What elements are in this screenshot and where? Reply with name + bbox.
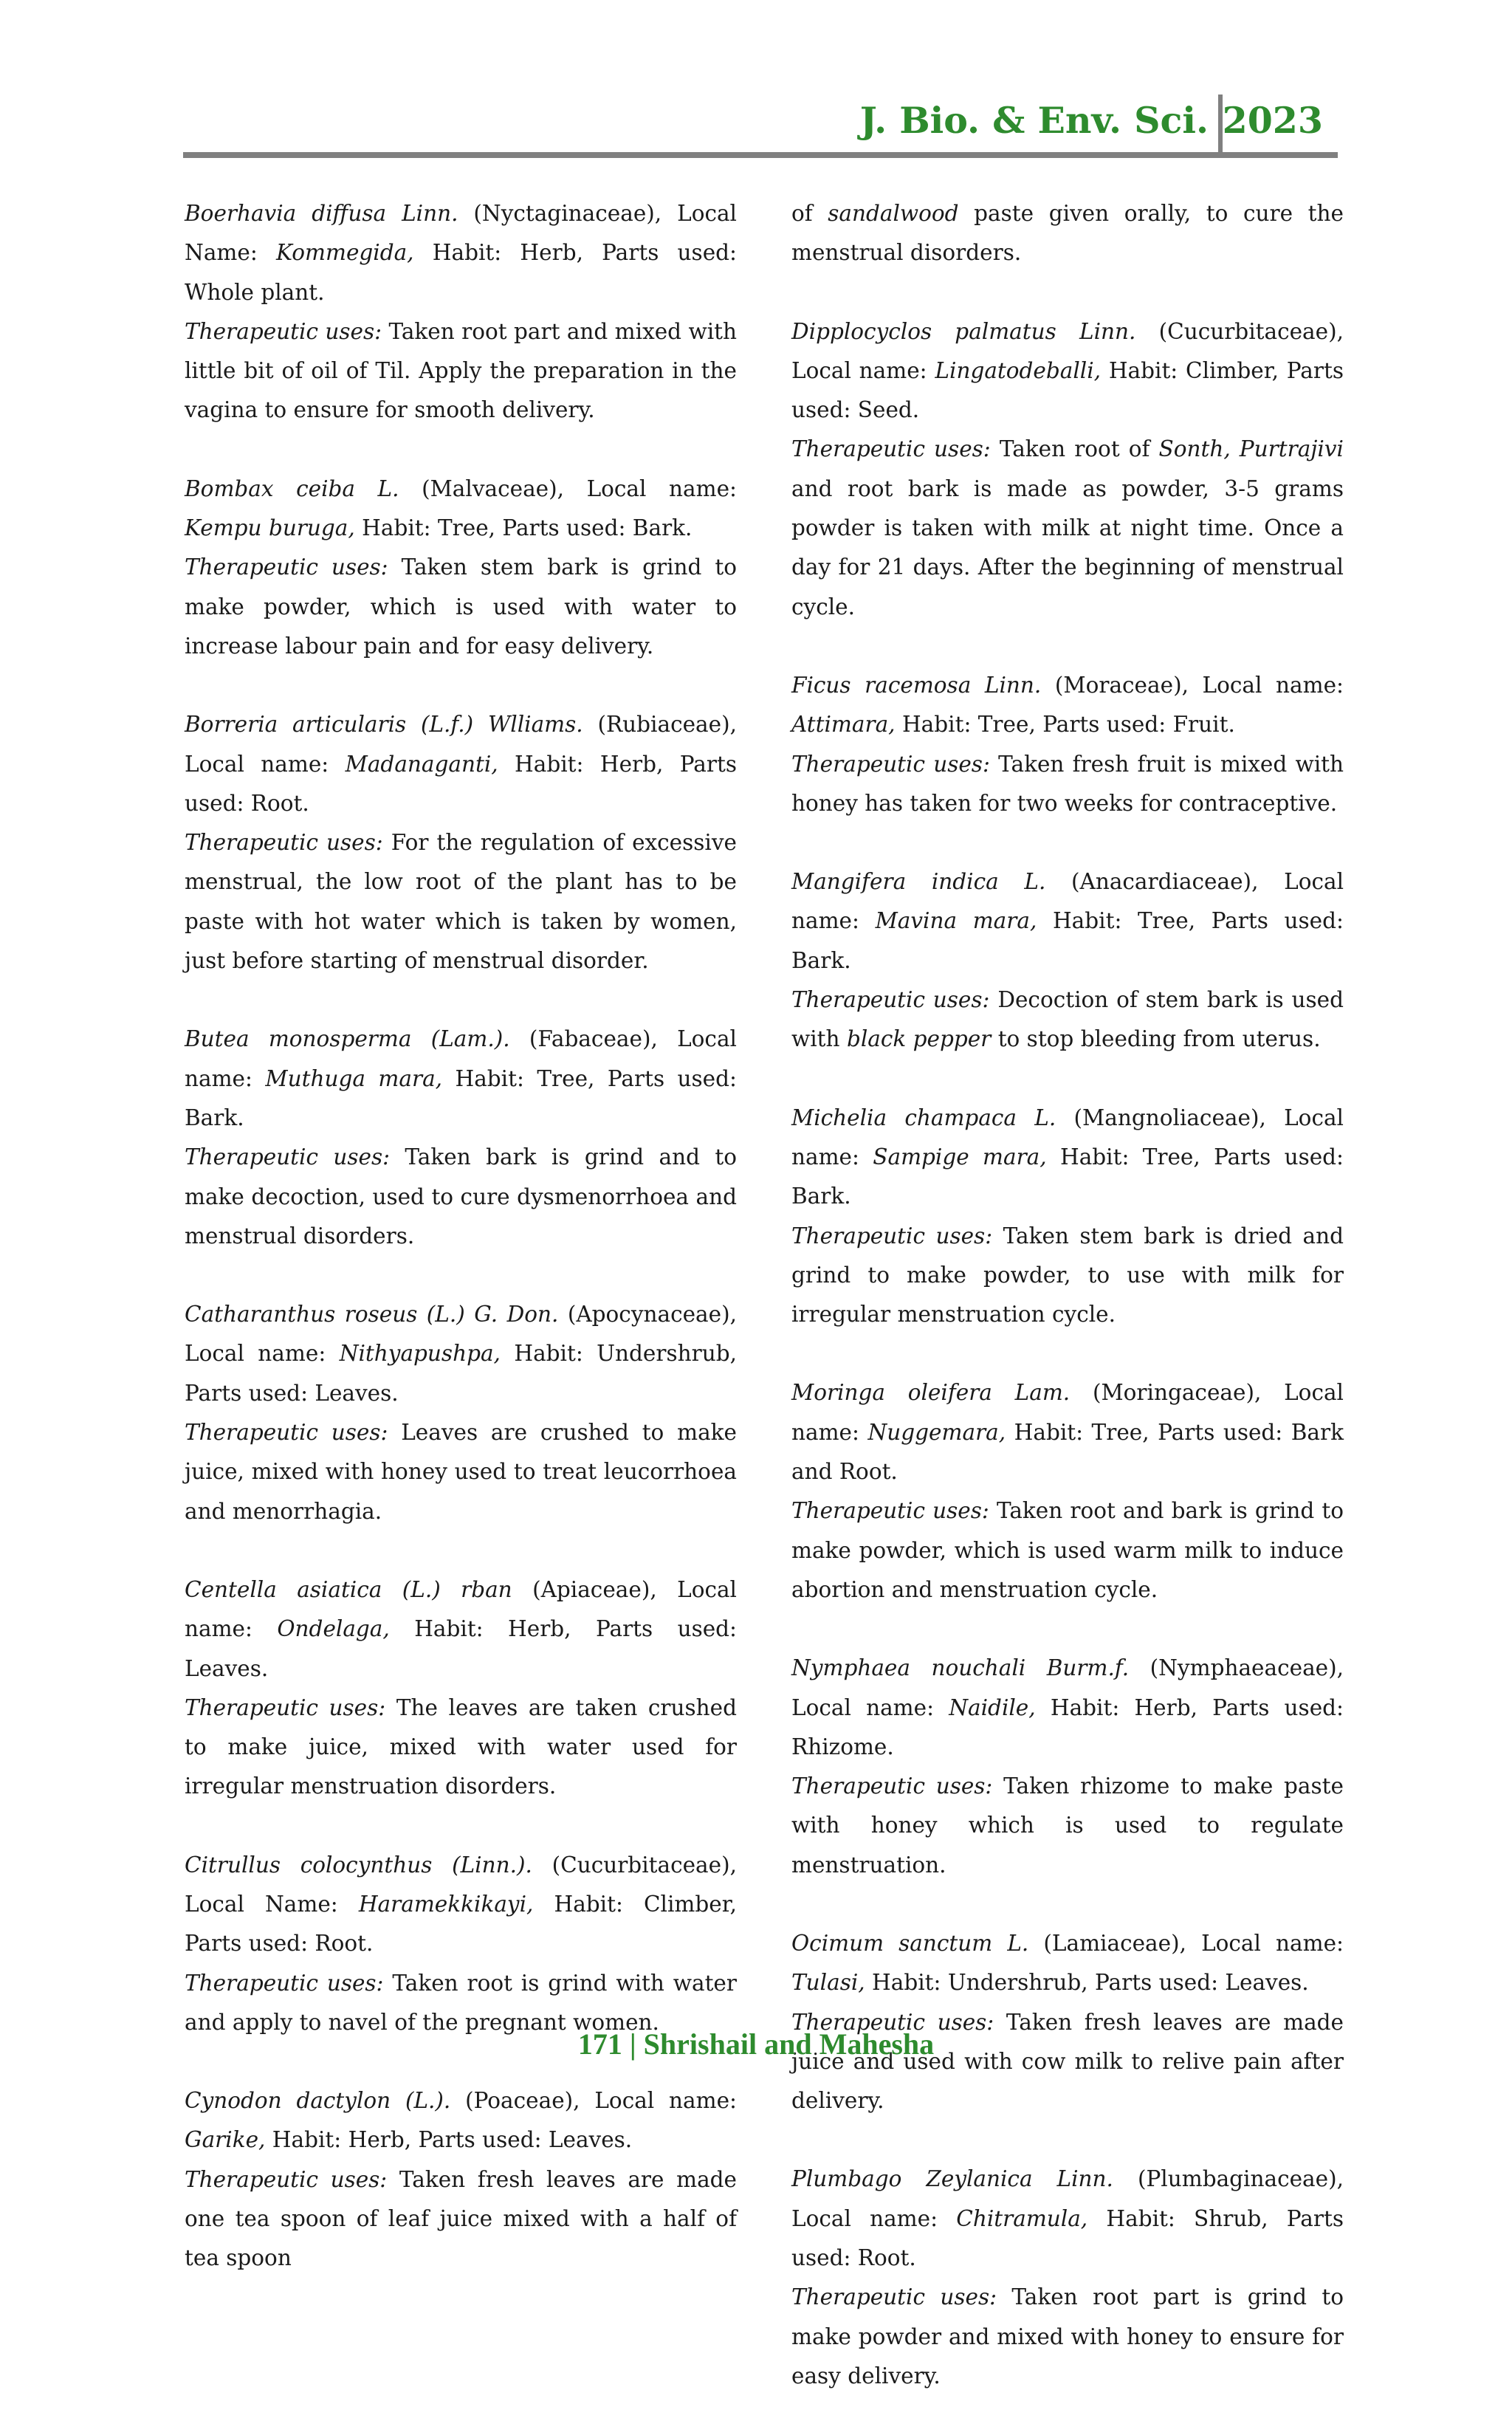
family-text: (Nymphaeaceae), Local name: <box>791 1655 1344 1720</box>
species-name: Mangifera indica L. <box>791 869 1046 895</box>
family-text: (Anacardiaceae), Local name: <box>791 869 1344 934</box>
plant-description <box>185 470 737 549</box>
therapeutic-uses <box>791 430 1344 626</box>
uses-label: Therapeutic uses: <box>791 1223 993 1249</box>
page-footer <box>0 2027 1512 2061</box>
habit-text: Habit: Herb, Parts used: Leaves. <box>185 1616 737 1681</box>
uses-text: Taken root is grind with water and apply to navel of the pregnant women. <box>185 1970 737 2035</box>
species-name: Citrullus colocynthus (Linn.). <box>185 1852 532 1878</box>
species-name: Michelia champaca L. <box>791 1105 1056 1130</box>
plant-entry <box>185 1570 737 1807</box>
plant-description <box>185 1570 737 1689</box>
uses-text: Taken root and bark is grind to make powder, which is used warm milk to induce abortion and menstruation cycle. <box>791 1498 1344 1602</box>
species-name: Dipplocyclos palmatus Linn. <box>791 318 1136 344</box>
local-name: Tulasi, <box>791 1970 865 1996</box>
therapeutic-uses <box>185 2160 737 2278</box>
plant-entry <box>185 194 737 430</box>
species-name: Butea monosperma (Lam.). <box>185 1026 510 1052</box>
plant-entry <box>791 1649 1344 1885</box>
continued-paragraph <box>791 194 1344 273</box>
therapeutic-uses <box>791 1217 1344 1335</box>
family-text: (Rubiaceae), Local name: <box>185 712 737 777</box>
continued-post: paste given orally, to cure the menstrual disorders. <box>791 201 1344 266</box>
plant-entry <box>185 1020 737 1256</box>
plant-entry <box>791 862 1344 1059</box>
species-name: Cynodon dactylon (L.). <box>185 2088 451 2114</box>
habit-text: Habit: Climber, Parts used: Seed. <box>791 357 1344 423</box>
continued-pre: of <box>791 201 813 226</box>
journal-year: 2023 <box>1222 99 1323 142</box>
species-name: Bombax ceiba L. <box>185 475 399 501</box>
plant-description <box>185 194 737 312</box>
habit-text: Habit: Tree, Parts used: Bark. <box>791 1144 1344 1209</box>
plant-entry <box>791 666 1344 823</box>
plant-description <box>791 1373 1344 1491</box>
family-text: (Lamiaceae), Local name: <box>1043 1930 1344 1956</box>
uses-label: Therapeutic uses: <box>791 436 991 462</box>
family-text: (Mangnoliaceae), Local name: <box>791 1105 1344 1170</box>
local-name: Garike, <box>185 2127 266 2153</box>
local-name: Sampige mara, <box>873 1144 1047 1170</box>
plant-entry <box>791 312 1344 627</box>
uses-text: Leaves are crushed to make juice, mixed with honey used to treat leucorrhoea and menorrhagia. <box>185 1420 737 1524</box>
local-name: Nithyapushpa, <box>339 1341 501 1367</box>
family-text: (Moringaceae), Local name: <box>791 1380 1344 1445</box>
uses-italic: black pepper <box>846 1026 992 1052</box>
continued-italic: sandalwood <box>828 201 959 226</box>
species-name: Catharanthus roseus (L.) G. Don. <box>185 1302 559 1328</box>
local-name: Nuggemara, <box>867 1419 1006 1445</box>
uses-text: Taken root of <box>999 436 1150 462</box>
species-name: Boerhavia diffusa Linn. <box>185 201 458 226</box>
local-name: Haramekkikayi, <box>358 1891 534 1917</box>
local-name: Kommegida, <box>275 240 414 266</box>
habit-text: Habit: Shrub, Parts used: Root. <box>791 2205 1344 2271</box>
plant-entry <box>791 2160 1344 2396</box>
uses-text: Taken root part is grind to make powder and mixed with honey to ensure for easy delivery. <box>791 2284 1344 2388</box>
family-text: (Cucurbitaceae), Local Name: <box>185 1852 737 1917</box>
uses-text: Decoction of stem bark is used with <box>791 987 1344 1052</box>
uses-label: Therapeutic uses: <box>791 1498 989 1524</box>
plant-description <box>185 2081 737 2160</box>
journal-title: J. Bio. & Env. Sci. <box>859 99 1209 142</box>
local-name: Naidile, <box>949 1694 1036 1720</box>
uses-text: Taken root part and mixed with little bit of oil of Til. Apply the preparation in the vagina to ensure for smooth delivery. <box>185 318 737 423</box>
habit-text: Habit: Tree, Parts used: Bark. <box>791 908 1344 973</box>
uses-text: Taken fresh fruit is mixed with honey has taken for two weeks for contraceptive. <box>791 751 1344 816</box>
therapeutic-uses <box>791 2278 1344 2396</box>
therapeutic-uses <box>791 745 1344 824</box>
uses-label: Therapeutic uses: <box>185 1420 388 1446</box>
plant-entry <box>185 1295 737 1531</box>
therapeutic-uses <box>185 1689 737 1807</box>
habit-text: Habit: Herb, Parts used: Whole plant. <box>185 240 737 305</box>
local-name: Madanaganti, <box>345 751 498 777</box>
left-column <box>185 194 737 2318</box>
plant-description <box>791 2160 1344 2278</box>
family-text: (Cucurbitaceae), Local name: <box>791 318 1344 383</box>
plant-description <box>791 1924 1344 2003</box>
therapeutic-uses <box>791 980 1344 1059</box>
species-name: Centella asiatica (L.) rban <box>185 1576 512 1602</box>
uses-text: Taken bark is grind and to make decoction, used to cure dysmenorrhoea and menstrual disorders. <box>185 1144 737 1249</box>
local-name: Mavina mara, <box>875 908 1037 934</box>
plant-description <box>791 1099 1344 1217</box>
uses-italic: Sonth, Purtrajivi <box>1158 436 1344 462</box>
habit-text: Habit: Tree, Parts used: Fruit. <box>901 712 1235 738</box>
therapeutic-uses <box>185 548 737 666</box>
local-name: Attimara, <box>791 712 896 738</box>
therapeutic-uses <box>791 2003 1344 2121</box>
family-text: (Moraceae), Local name: <box>1054 672 1344 698</box>
footer-authors: Shrishail and Mahesha <box>643 2027 935 2061</box>
species-name: Borreria articularis (L.f.) Wlliams. <box>185 712 583 738</box>
family-text: (Poaceae), Local name: <box>465 2088 737 2114</box>
footer-separator: | <box>629 2027 636 2061</box>
local-name: Muthuga mara, <box>265 1065 443 1091</box>
family-text: (Plumbaginaceae), Local name: <box>791 2166 1344 2231</box>
plant-entry <box>185 2081 737 2278</box>
habit-text: Habit: Tree, Parts used: Bark. <box>185 1065 737 1130</box>
header-rule <box>183 152 1338 158</box>
plant-entry <box>791 1924 1344 2120</box>
plant-description <box>185 1846 737 1964</box>
therapeutic-uses <box>185 312 737 430</box>
plant-description <box>791 1649 1344 1767</box>
uses-label: Therapeutic uses: <box>185 1694 386 1720</box>
therapeutic-uses <box>185 1138 737 1256</box>
plant-description <box>791 862 1344 980</box>
family-text: (Apocynaceae), Local name: <box>185 1302 737 1367</box>
family-text: (Apiaceae), Local name: <box>185 1576 737 1642</box>
uses-text: Taken fresh leaves are made one tea spoon of leaf juice mixed with a half of tea spoon <box>185 2166 737 2271</box>
local-name: Lingatodeballi, <box>935 357 1102 383</box>
family-text: (Fabaceae), Local name: <box>185 1026 737 1091</box>
plant-description <box>185 1295 737 1413</box>
therapeutic-uses <box>791 1767 1344 1885</box>
uses-label: Therapeutic uses: <box>791 751 990 777</box>
running-header <box>183 95 1338 157</box>
uses-text: Taken fresh leaves are made juice and used with cow milk to relive pain after delivery. <box>791 2009 1344 2114</box>
family-text: (Malvaceae), Local name: <box>422 475 737 501</box>
local-name: Ondelaga, <box>277 1616 390 1642</box>
habit-text: Habit: Undershrub, Parts used: Leaves. <box>872 1970 1309 1996</box>
therapeutic-uses <box>185 823 737 980</box>
habit-text: Habit: Tree, Parts used: Bark. <box>362 515 693 541</box>
plant-description <box>791 312 1344 430</box>
uses-text: For the regulation of excessive menstrual, the low root of the plant has to be paste with hot water which is taken by women, just before starting of menstrual disorder. <box>185 830 737 974</box>
uses-label: Therapeutic uses: <box>185 1144 391 1170</box>
local-name: Chitramula, <box>956 2205 1088 2231</box>
uses-text: Taken stem bark is dried and grind to make powder, to use with milk for irregular menstruation cycle. <box>791 1223 1344 1328</box>
plant-entry <box>185 705 737 980</box>
habit-text: Habit: Undershrub, Parts used: Leaves. <box>185 1341 737 1406</box>
uses-label: Therapeutic uses: <box>185 318 382 344</box>
plant-entry <box>185 1846 737 2042</box>
plant-description <box>185 1020 737 1138</box>
species-name: Moringa oleifera Lam. <box>791 1380 1071 1406</box>
species-name: Nymphaea nouchali Burm.f. <box>791 1655 1130 1681</box>
habit-text: Habit: Climber, Parts used: Root. <box>185 1891 737 1957</box>
species-name: Ocimum sanctum L. <box>791 1930 1029 1956</box>
local-name: Kempu buruga, <box>185 515 355 541</box>
species-name: Plumbago Zeylanica Linn. <box>791 2166 1113 2192</box>
habit-text: Habit: Herb, Parts used: Leaves. <box>272 2127 633 2153</box>
family-text: (Nyctaginaceae), Local Name: <box>185 201 737 266</box>
habit-text: Habit: Herb, Parts used: Root. <box>185 751 737 816</box>
uses-text: The leaves are taken crushed to make juice, mixed with water used for irregular menstruation disorders. <box>185 1694 737 1799</box>
uses-label: Therapeutic uses: <box>185 2166 388 2192</box>
uses-text: Taken stem bark is grind to make powder, which is used with water to increase labour pain and for easy delivery. <box>185 554 737 659</box>
habit-text: Habit: Herb, Parts used: Rhizome. <box>791 1694 1344 1759</box>
uses-label: Therapeutic uses: <box>185 554 388 580</box>
right-column <box>791 194 1344 2435</box>
plant-description <box>185 705 737 823</box>
uses-text: to stop bleeding from uterus. <box>997 1026 1321 1052</box>
uses-label: Therapeutic uses: <box>185 830 383 856</box>
habit-text: Habit: Tree, Parts used: Bark and Root. <box>791 1419 1344 1485</box>
plant-entry <box>185 470 737 666</box>
species-name: Ficus racemosa Linn. <box>791 672 1042 698</box>
uses-label: Therapeutic uses: <box>185 1970 384 1996</box>
uses-label: Therapeutic uses: <box>791 987 990 1013</box>
plant-entry <box>791 1373 1344 1610</box>
therapeutic-uses <box>791 1491 1344 1610</box>
uses-text: Taken rhizome to make paste with honey which is used to regulate menstruation. <box>791 1773 1344 1878</box>
plant-description <box>791 666 1344 745</box>
uses-label: Therapeutic uses: <box>791 2284 997 2310</box>
plant-entry <box>791 1099 1344 1335</box>
uses-label: Therapeutic uses: <box>791 1773 993 1799</box>
uses-label: Therapeutic uses: <box>791 2009 994 2035</box>
therapeutic-uses <box>185 1413 737 1531</box>
uses-text: and root bark is made as powder, 3-5 grams powder is taken with milk at night time. Once a day for 21 days. After the beginning of menstrual cycle. <box>791 475 1344 619</box>
page-number: 171 <box>577 2027 622 2061</box>
continued-text <box>791 194 1344 273</box>
